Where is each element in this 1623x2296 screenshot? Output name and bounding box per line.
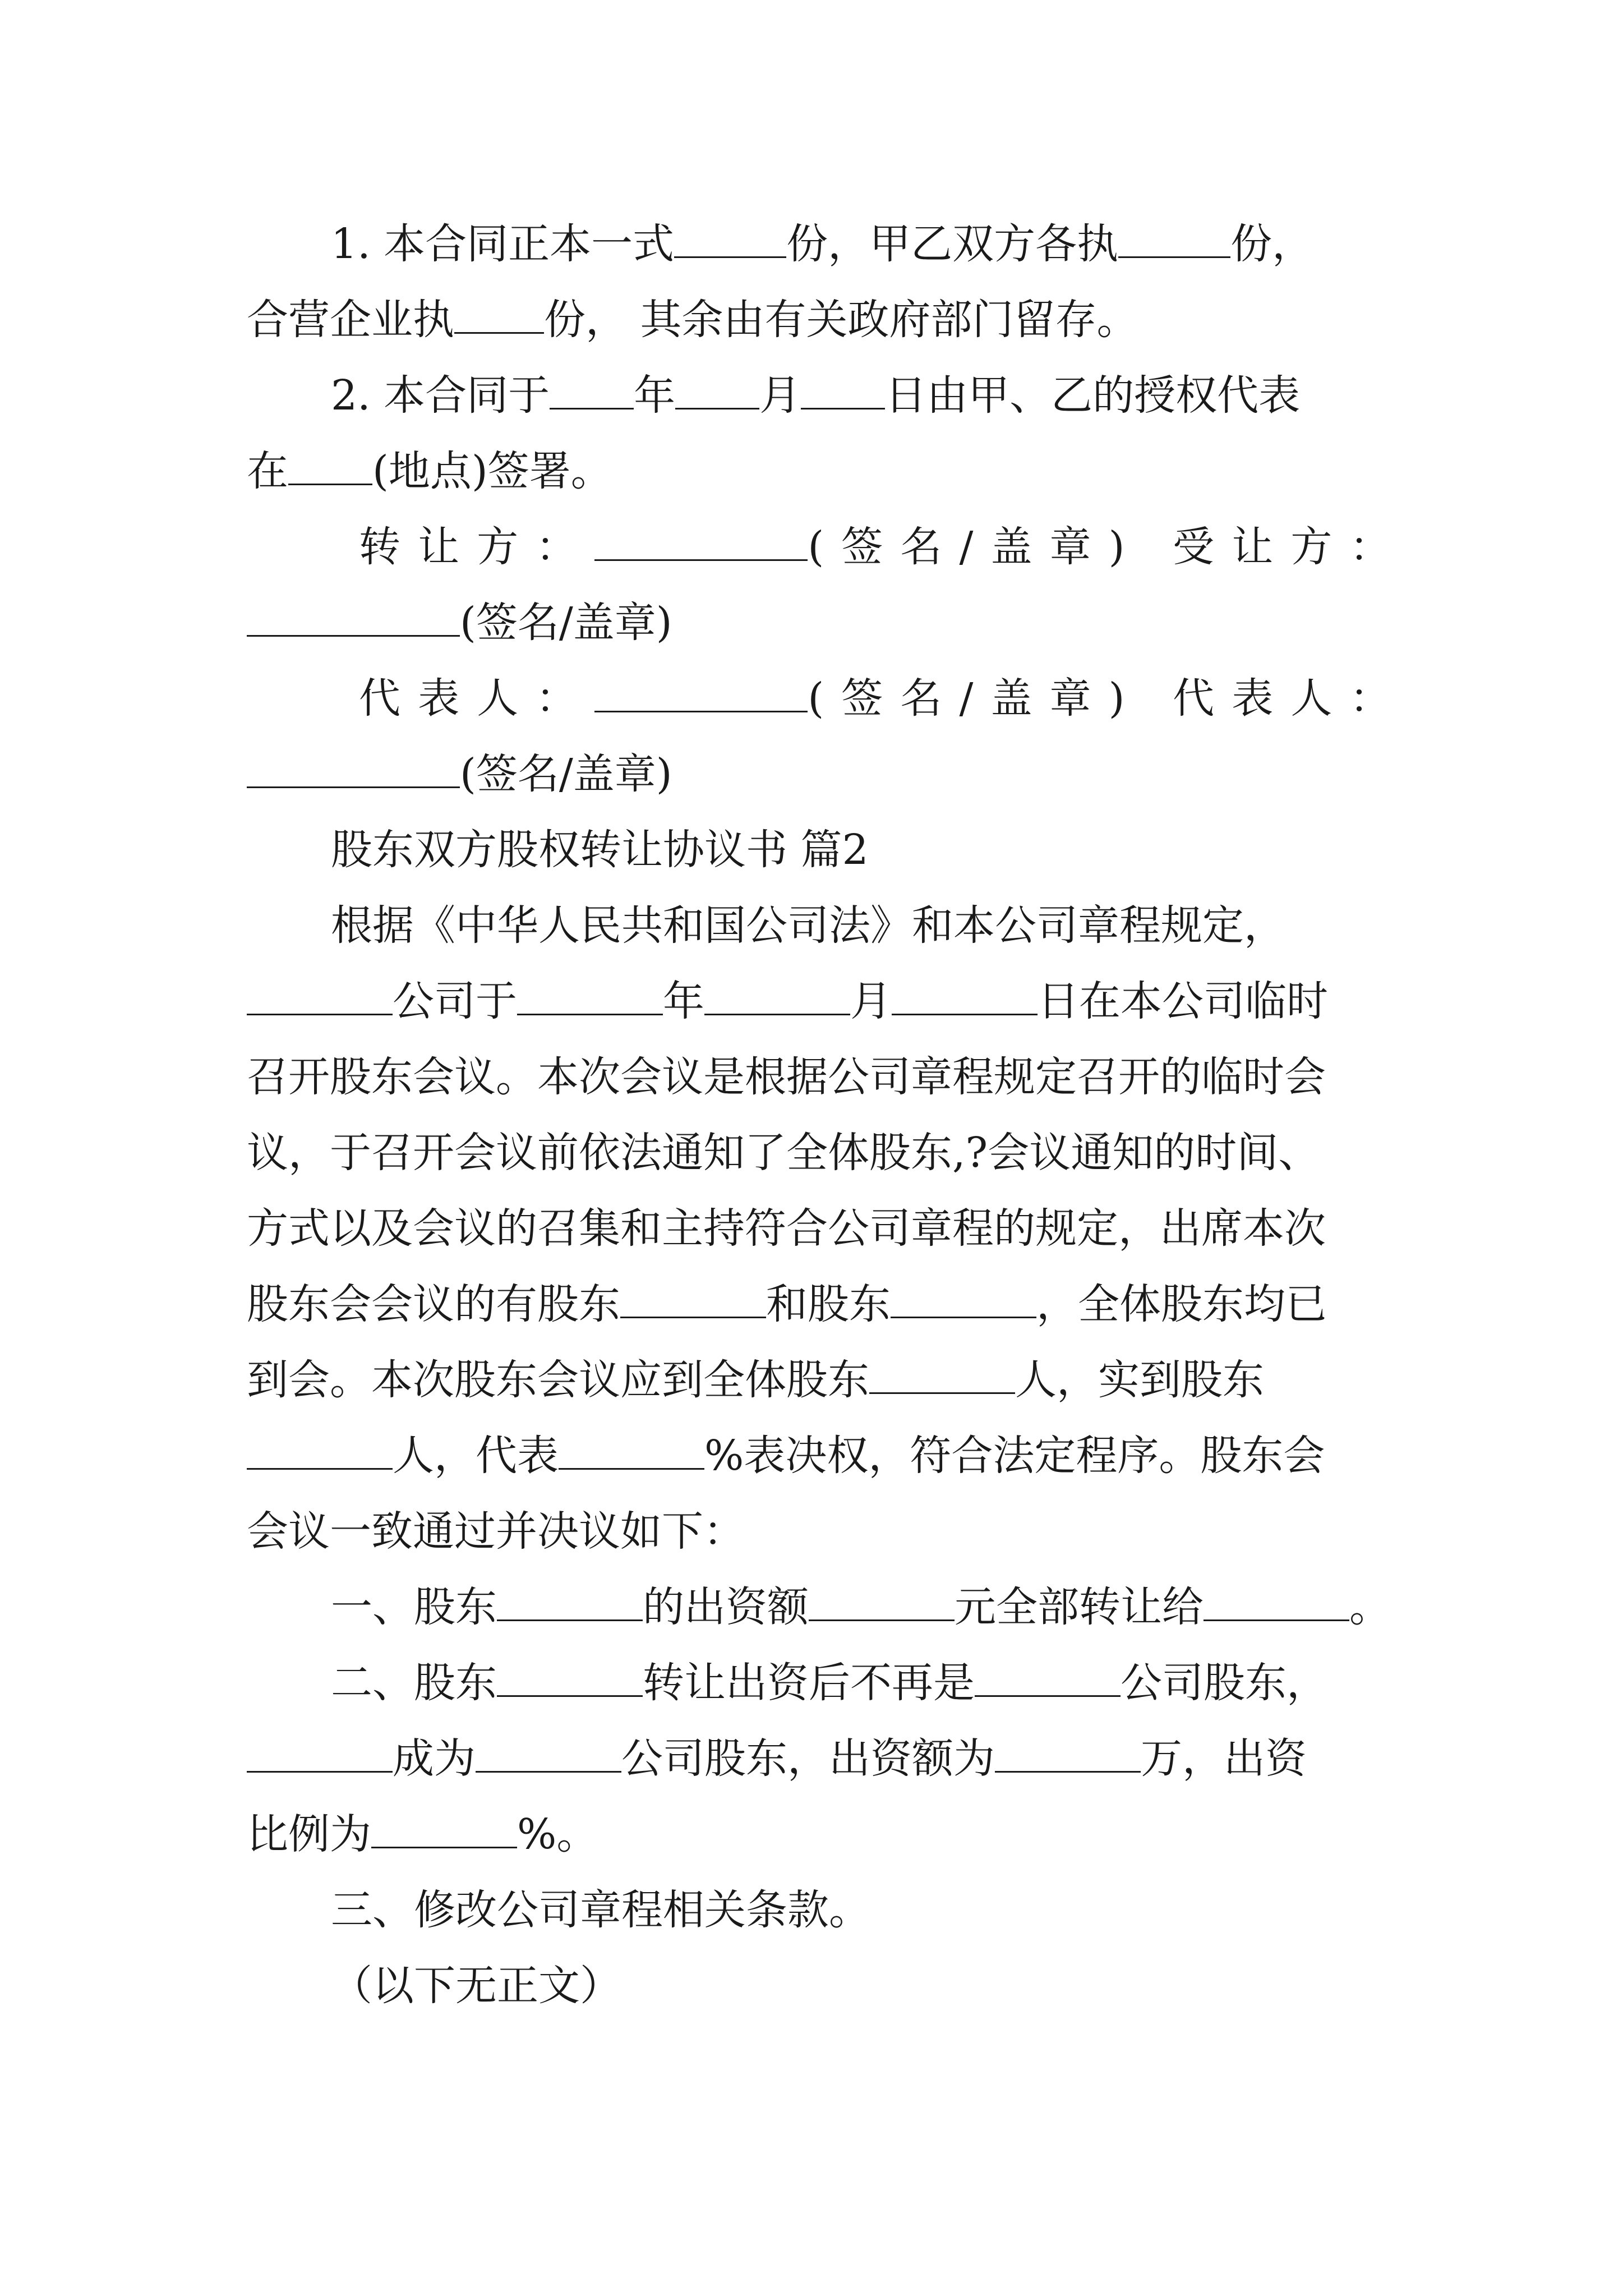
text-run: 年 (634, 371, 676, 420)
fill-blank (801, 369, 885, 409)
text-run: %。 (517, 1810, 598, 1858)
fill-blank (247, 1429, 393, 1470)
resolution-line-6 (247, 1265, 1623, 1343)
text-run: 日在本公司临时 (1038, 977, 1328, 1025)
section-heading (331, 811, 1623, 889)
resolution-line-4 (247, 1114, 1623, 1192)
resolution-line-7 (247, 1341, 1623, 1419)
text-run: 到会。本次股东会议应到全体股东 (247, 1356, 869, 1404)
fill-blank (674, 217, 786, 258)
text-run: %表决权，符合法定程序。股东会 (704, 1432, 1325, 1480)
text-run: 。 (1349, 1583, 1391, 1631)
text-run: 公司于 (393, 977, 517, 1025)
signature-representative-line (359, 659, 1623, 738)
text-run: 比例为 (247, 1810, 371, 1858)
resolution-item-1 (331, 1568, 1623, 1646)
text-run: （以下无正文） (331, 1962, 621, 2010)
text-run: 公司股东， (1121, 1659, 1328, 1707)
text-run: 召开股东会议。本次会议是根据公司章程规定召开的临时会 (247, 1053, 1326, 1101)
text-run: 代表人： (359, 674, 595, 723)
text-run: 人，代表 (393, 1432, 559, 1480)
resolution-line-5 (247, 1189, 1623, 1268)
text-run: 份， 其余由有关政府部门留存。 (544, 296, 1138, 344)
resolution-item-2-line-3 (247, 1795, 1623, 1874)
para-1-line-2 (247, 280, 1623, 359)
resolution-line-8 (247, 1416, 1623, 1495)
signature-representative-line-2 (247, 735, 1623, 813)
text-run: 月 (850, 977, 892, 1025)
fill-blank (594, 671, 808, 712)
text-run: 1. 本合同正本一式 (331, 220, 675, 268)
resolution-line-1 (331, 886, 1623, 965)
fill-blank (869, 1353, 1015, 1394)
text-run: 会议一致通过并决议如下： (247, 1507, 745, 1556)
fill-blank (704, 974, 850, 1015)
text-run: 股东会会议的有股东 (247, 1280, 620, 1328)
text-run: 转让方： (359, 523, 595, 571)
text-run: 方式以及会议的召集和主持符合公司章程的规定，出席本次 (247, 1204, 1326, 1253)
fill-blank (891, 1277, 1036, 1318)
para-2-line-1 (331, 356, 1623, 435)
fill-blank (809, 1580, 955, 1621)
signature-transferee-line (247, 583, 1623, 662)
fill-blank (1118, 217, 1230, 258)
text-run: (签名/盖章) (460, 599, 672, 647)
fill-blank (476, 1732, 621, 1773)
fill-blank (497, 1656, 643, 1697)
text-run: 月 (759, 371, 801, 420)
fill-blank (497, 1580, 643, 1621)
text-run: 议，于召开会议前依法通知了全体股东,?会议通知的时间、 (247, 1129, 1320, 1177)
resolution-item-3 (331, 1871, 1623, 1949)
text-run: (地点)签署。 (372, 447, 612, 495)
text-run: 和股东 (766, 1280, 891, 1328)
fill-blank (517, 974, 663, 1015)
para-1-line-1 (331, 205, 1623, 283)
fill-blank (288, 444, 372, 485)
text-run: ，全体股东均已 (1036, 1280, 1327, 1328)
text-run: 人，实到股东 (1015, 1356, 1264, 1404)
text-run: 的出资额 (643, 1583, 809, 1631)
text-run: 根据《中华人民共和国公司法》和本公司章程规定， (331, 901, 1285, 950)
fill-blank (594, 520, 808, 561)
text-run: (签名/盖章) 受让方： (808, 523, 1409, 571)
text-run: 日由甲、乙的授权代表 (885, 371, 1301, 420)
end-note (331, 1947, 1623, 2025)
text-run: (签名/盖章) (460, 750, 672, 798)
resolution-line-3 (247, 1038, 1623, 1116)
text-run: 股东双方股权转让协议书 篇2 (331, 826, 869, 874)
fill-blank (247, 596, 460, 637)
text-run: 2. 本合同于 (331, 371, 550, 420)
fill-blank (454, 293, 544, 334)
text-run: 万，出资 (1141, 1734, 1307, 1783)
resolution-line-9 (247, 1492, 1623, 1571)
fill-blank (620, 1277, 766, 1318)
fill-blank (550, 369, 634, 409)
text-run: 在 (247, 447, 288, 495)
fill-blank (1204, 1580, 1349, 1621)
fill-blank (247, 747, 460, 788)
text-run: 元全部转让给 (955, 1583, 1204, 1631)
text-run: 一、股东 (331, 1583, 497, 1631)
text-run: 份， (1230, 220, 1314, 268)
text-run: 份，甲乙双方各执 (786, 220, 1119, 268)
text-run: 公司股东，出资额为 (621, 1734, 995, 1783)
fill-blank (247, 974, 393, 1015)
fill-blank (247, 1732, 393, 1773)
para-2-line-2 (247, 432, 1623, 510)
fill-blank (371, 1807, 517, 1848)
text-run: 二、股东 (331, 1659, 497, 1707)
signature-transferor-line (359, 508, 1623, 586)
text-run: (签名/盖章) 代表人： (808, 674, 1409, 723)
text-run: 年 (663, 977, 704, 1025)
fill-blank (995, 1732, 1141, 1773)
fill-blank (675, 369, 759, 409)
fill-blank (975, 1656, 1121, 1697)
resolution-line-2 (247, 962, 1623, 1041)
resolution-item-2-line-1 (331, 1644, 1623, 1722)
text-run: 成为 (393, 1734, 476, 1783)
resolution-item-2-line-2 (247, 1719, 1623, 1798)
fill-blank (892, 974, 1038, 1015)
text-run: 转让出资后不再是 (643, 1659, 975, 1707)
text-run: 合营企业执 (247, 296, 454, 344)
fill-blank (559, 1429, 704, 1470)
text-run: 三、修改公司章程相关条款。 (331, 1886, 870, 1934)
